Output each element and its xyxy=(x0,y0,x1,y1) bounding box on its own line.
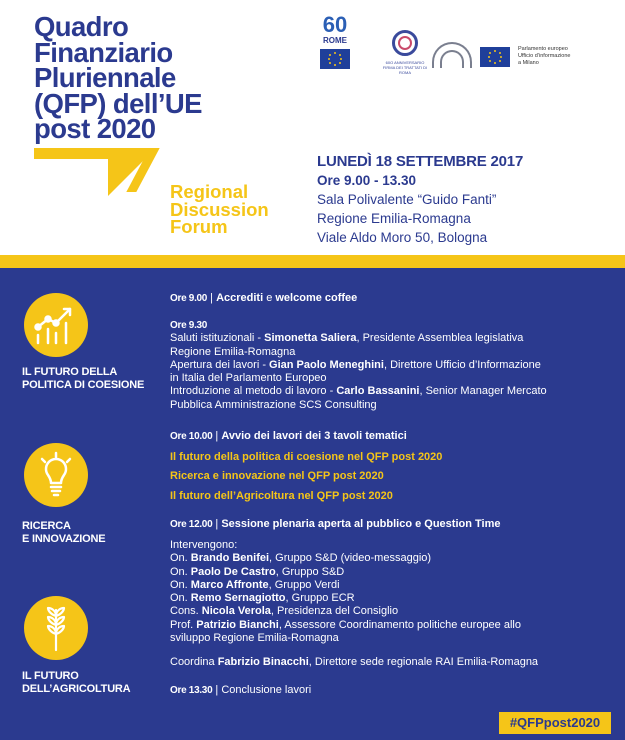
event-address: Viale Aldo Moro 50, Bologna xyxy=(317,230,488,245)
text: Prof. xyxy=(170,618,197,631)
program-line xyxy=(170,385,610,398)
text: Saluti istituzionali - xyxy=(170,332,265,345)
parliament-line: Parlamento europeo xyxy=(518,46,568,52)
text: , Gruppo ECR xyxy=(285,592,355,605)
program-line xyxy=(170,332,610,345)
section-line: RICERCA xyxy=(22,520,71,532)
text: , Gruppo S&D (video-messaggio) xyxy=(269,552,432,565)
text: On. xyxy=(170,592,191,605)
speaker-name: Patrizio Bianchi xyxy=(196,618,279,631)
speaker-line: sviluppo Regione Emilia-Romagna xyxy=(170,632,339,645)
speaker-name: Paolo De Castro xyxy=(190,565,276,578)
text: , Senior Manager Mercato xyxy=(419,385,547,398)
program-text: e xyxy=(263,292,276,304)
speaker-name: Simonetta Saliera xyxy=(264,332,357,345)
text: On. xyxy=(170,552,191,565)
speaker-line xyxy=(170,605,610,618)
program-text: Avvio dei lavori dei 3 tavoli tematici xyxy=(221,430,407,442)
text: , Presidenza del Consiglio xyxy=(270,605,399,618)
program-time: Ore 9.00 xyxy=(170,293,208,304)
treaty-anniversary-logo xyxy=(380,28,430,80)
text: , Direttore sede regionale RAI Emilia-Romagna xyxy=(308,656,539,668)
program-text: Accrediti xyxy=(216,292,264,304)
growth-chart-icon xyxy=(24,293,88,357)
forum-line: Discussion xyxy=(170,198,269,220)
program-text: welcome coffee xyxy=(275,292,358,304)
forum-title xyxy=(170,183,269,236)
program-time: Ore 13.30 xyxy=(170,685,213,696)
title-line: Quadro xyxy=(34,11,129,42)
text: , Assessore Coordinamento politiche europee allo xyxy=(278,618,521,631)
thematic-table-3: Il futuro dell’Agricoltura nel QFP post 2020 xyxy=(170,490,393,502)
section-line: IL FUTURO xyxy=(22,670,79,682)
text: Introduzione al metodo di lavoro - xyxy=(170,385,337,398)
speakers-intro: Intervengono: xyxy=(170,539,238,551)
section-label-research xyxy=(22,520,105,546)
program-item-closing xyxy=(170,684,610,697)
title-line: Finanziario xyxy=(34,36,173,68)
wheat-icon xyxy=(24,596,88,660)
anniversary-caption: 60O ANNIVERSARIO FIRMA DEI TRATTATI DI ROMA xyxy=(382,60,428,75)
separator: | xyxy=(215,430,219,442)
event-date: LUNEDÌ 18 SETTEMBRE 2017 xyxy=(317,153,524,170)
event-hours: Ore 9.00 - 13.30 xyxy=(317,173,417,188)
section-line: DELL’AGRICOLTURA xyxy=(22,683,131,695)
title-line: post 2020 xyxy=(34,113,156,144)
thematic-table-2: Ricerca e innovazione nel QFP post 2020 xyxy=(170,470,384,482)
speaker-line xyxy=(170,619,610,632)
title-line: (QFP) dell’UE xyxy=(34,87,202,119)
speaker-name: Carlo Bassanini xyxy=(336,385,420,398)
text: On. xyxy=(170,565,191,578)
text: , Presidente Assemblea legislativa xyxy=(356,332,524,345)
separator: | xyxy=(215,684,219,696)
program-line: Pubblica Amministrazione SCS Consulting xyxy=(170,398,377,411)
speaker-name: Marco Affronte xyxy=(190,578,269,591)
european-parliament-logo xyxy=(432,40,572,80)
rome-60-logo xyxy=(318,14,352,76)
parliament-line: Ufficio d’informazione xyxy=(518,53,571,59)
eu-flag-icon xyxy=(480,47,510,67)
speaker-line xyxy=(170,592,610,605)
speaker-line xyxy=(170,579,610,592)
program-item-plenary xyxy=(170,518,610,531)
moderator-line xyxy=(170,656,610,669)
text: Apertura dei lavori - xyxy=(170,358,270,371)
program-text: Sessione plenaria aperta al pubblico e Question Time xyxy=(221,518,501,530)
speaker-name: Remo Sernagiotto xyxy=(190,592,286,605)
text: , Gruppo Verdi xyxy=(268,578,340,591)
separator: | xyxy=(215,518,219,530)
text: Cons. xyxy=(170,605,202,618)
section-label-agriculture xyxy=(22,670,130,696)
program-time: Ore 10.00 xyxy=(170,431,213,442)
logo-city: ROME xyxy=(323,36,347,45)
text: Coordina xyxy=(170,656,218,668)
separator: | xyxy=(210,292,213,304)
program-line xyxy=(170,359,610,372)
text: , Direttore Ufficio d’Informazione xyxy=(383,358,541,371)
event-title xyxy=(34,11,314,144)
section-label-cohesion xyxy=(22,366,144,392)
speaker-name: Nicola Verola xyxy=(201,605,271,618)
parliament-text xyxy=(518,46,570,67)
speaker-line xyxy=(170,552,610,565)
title-line: Pluriennale xyxy=(34,62,176,93)
text: , Gruppo S&D xyxy=(275,565,345,578)
section-line: IL FUTURO DELLA xyxy=(22,366,118,378)
forum-line: Regional xyxy=(170,181,249,202)
moderator-name: Fabrizio Binacchi xyxy=(217,656,309,668)
hemicycle-inner-icon xyxy=(440,50,464,68)
header-area xyxy=(0,0,625,255)
speaker-line xyxy=(170,566,610,579)
speaker-name: Gian Paolo Meneghini xyxy=(269,358,384,371)
ring-inner-icon xyxy=(398,36,412,50)
section-line: E INNOVAZIONE xyxy=(22,533,106,545)
speaker-name: Brando Benifei xyxy=(190,552,270,565)
forum-line: Forum xyxy=(170,216,228,237)
section-line: POLITICA DI COESIONE xyxy=(22,379,145,391)
event-venue: Sala Polivalente “Guido Fanti” xyxy=(317,192,497,207)
program-item-opening xyxy=(170,319,610,412)
program-line: Regione Emilia-Romagna xyxy=(170,345,296,358)
event-region: Regione Emilia-Romagna xyxy=(317,211,471,226)
program-time: Ore 9.30 xyxy=(170,320,208,331)
parliament-line: a Milano xyxy=(518,60,539,66)
yellow-divider xyxy=(0,255,625,268)
lightbulb-icon xyxy=(24,443,88,507)
program-line: in Italia del Parlamento Europeo xyxy=(170,372,327,385)
program-text: Conclusione lavori xyxy=(221,684,312,696)
thematic-table-1: Il futuro della politica di coesione nel QFP post 2020 xyxy=(170,451,443,463)
program-item-registration xyxy=(170,292,610,305)
event-details xyxy=(317,152,523,247)
text: On. xyxy=(170,578,191,591)
eu-flag-icon xyxy=(320,49,350,69)
speakers-list xyxy=(170,539,610,645)
logo-number: 60 xyxy=(322,12,348,37)
program-time: Ore 12.00 xyxy=(170,519,213,530)
program-item-tables xyxy=(170,430,610,443)
hashtag-badge: #QFPpost2020 xyxy=(499,712,611,734)
